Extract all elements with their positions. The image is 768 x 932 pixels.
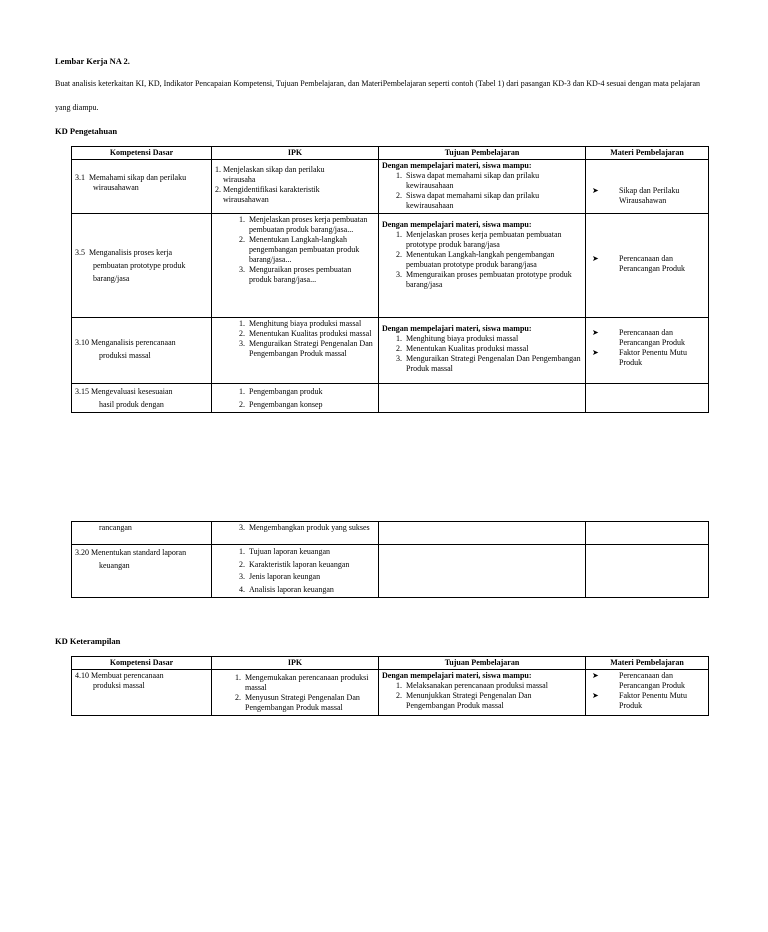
mp-cell: ➤ Perencanaan dan Perancangan Produk xyxy=(586,214,709,318)
ipk-cell: 1. Pengembangan produk 2. Pengembangan konsep xyxy=(212,384,379,413)
kd-pengetahuan-table-continued xyxy=(71,521,709,598)
header-ipk: IPK xyxy=(212,657,379,670)
kd-cell: 3.1 Memahami sikap dan perilaku wirausahawan xyxy=(72,160,212,214)
kd-cell: 3.20 Menentukan standard laporan keuangan xyxy=(72,545,212,598)
header-kompetensi-dasar: Kompetensi Dasar xyxy=(72,657,212,670)
ipk-cell: 1. Menghitung biaya produksi massal 2. Menentukan Kualitas produksi massal 3. Menguraikan Strategi Pengenalan Dan Pengembangan Produk massal xyxy=(212,318,379,384)
tp-cell xyxy=(379,384,586,413)
tp-cell xyxy=(379,522,586,545)
tp-cell: Dengan mempelajari materi, siswa mampu: 1. Menjelaskan proses kerja pembuatan pembuatan prototype produk barang/jasa 2. Menentukan Langkah-langkah pengembangan pembuatan prototype produk barang/jasa 3. Mmenguraikan proses pembuatan prototype produk barang/jasa xyxy=(379,214,586,318)
table-row xyxy=(72,160,709,214)
ipk-cell: 1. Menjelaskan proses kerja pembuatan pembuatan produk barang/jasa... 2. Menentukan Langkah-langkah pengembangan pembuatan produk barang/jasa... 3. Menguraikan proses pembuatan produk barang/jasa... xyxy=(212,214,379,318)
mp-cell: ➤ Sikap dan Perilaku Wirausahawan xyxy=(586,160,709,214)
kd-keterampilan-table xyxy=(71,656,709,716)
table-row xyxy=(72,545,709,598)
kd-cell: 3.10 Menganalisis perencanaan produksi massal xyxy=(72,318,212,384)
table-row xyxy=(72,384,709,413)
header-ipk: IPK xyxy=(212,147,379,160)
table-row xyxy=(72,214,709,318)
tp-cell: Dengan mempelajari materi, siswa mampu: 1. Menghitung biaya produksi massal 2. Menentukan Kualitas produksi massal 3. Menguraikan Strategi Pengenalan Dan Pengembangan Produk massal xyxy=(379,318,586,384)
header-tujuan-pembelajaran: Tujuan Pembelajaran xyxy=(379,657,586,670)
mp-cell: ➤ Perencanaan dan Perancangan Produk ➤ Faktor Penentu Mutu Produk xyxy=(586,318,709,384)
section-kd-keterampilan: KD Keterampilan xyxy=(55,636,121,646)
kd-cell: 4.10 Membuat perencanaan produksi massal xyxy=(72,670,212,716)
mp-cell xyxy=(586,384,709,413)
header-tujuan-pembelajaran: Tujuan Pembelajaran xyxy=(379,147,586,160)
worksheet-instruction: Buat analisis keterkaitan KI, KD, Indikator Pencapaian Kompetensi, Tujuan Pembelajaran, dan MateriPembelajaran seperti contoh (Tabel 1) dari pasangan KD-3 dan KD-4 sesuai dengan mata pelajaran yang diampu. xyxy=(55,79,701,112)
mp-cell xyxy=(586,522,709,545)
kd-cell: rancangan xyxy=(72,522,212,545)
tp-cell: Dengan mempelajari materi, siswa mampu: 1. Melaksanakan perencanaan produksi massal 2. Menunjukkan Strategi Pengenalan Dan Pengembangan Produk massal xyxy=(379,670,586,716)
tp-cell xyxy=(379,545,586,598)
header-materi-pembelajaran: Materi Pembelajaran xyxy=(586,657,709,670)
section-kd-pengetahuan: KD Pengetahuan xyxy=(55,126,118,136)
header-kompetensi-dasar: Kompetensi Dasar xyxy=(72,147,212,160)
ipk-cell: 1. Menjelaskan sikap dan perilaku wirausaha 2. Mengidentifikasi karakteristik wirausahawan xyxy=(212,160,379,214)
table-row xyxy=(72,318,709,384)
kd-cell: 3.5 Menganalisis proses kerja pembuatan prototype produk barang/jasa xyxy=(72,214,212,318)
kd-cell: 3.15 Mengevaluasi kesesuaian hasil produk dengan xyxy=(72,384,212,413)
table-row xyxy=(72,522,709,545)
tp-cell: Dengan mempelajari materi, siswa mampu: 1. Siswa dapat memahami sikap dan prilaku kewirausahaan 2. Siswa dapat memahami sikap dan prilaku kewirausahaan xyxy=(379,160,586,214)
mp-cell xyxy=(586,545,709,598)
ipk-cell: 3. Mengembangkan produk yang sukses xyxy=(212,522,379,545)
kd-pengetahuan-table xyxy=(71,146,709,413)
mp-cell: ➤ Perencanaan dan Perancangan Produk ➤ Faktor Penentu Mutu Produk xyxy=(586,670,709,716)
header-materi-pembelajaran: Materi Pembelajaran xyxy=(586,147,709,160)
worksheet-title: Lembar Kerja NA 2. xyxy=(55,56,130,66)
ipk-cell: 1. Tujuan laporan keuangan 2. Karakteristik laporan keuangan 3. Jenis laporan keungan 4. Analisis laporan keuangan xyxy=(212,545,379,598)
ipk-cell: 1. Mengemukakan perencanaan produksi massal 2. Menyusun Strategi Pengenalan Dan Pengembangan Produk massal xyxy=(212,670,379,716)
table-row xyxy=(72,670,709,716)
